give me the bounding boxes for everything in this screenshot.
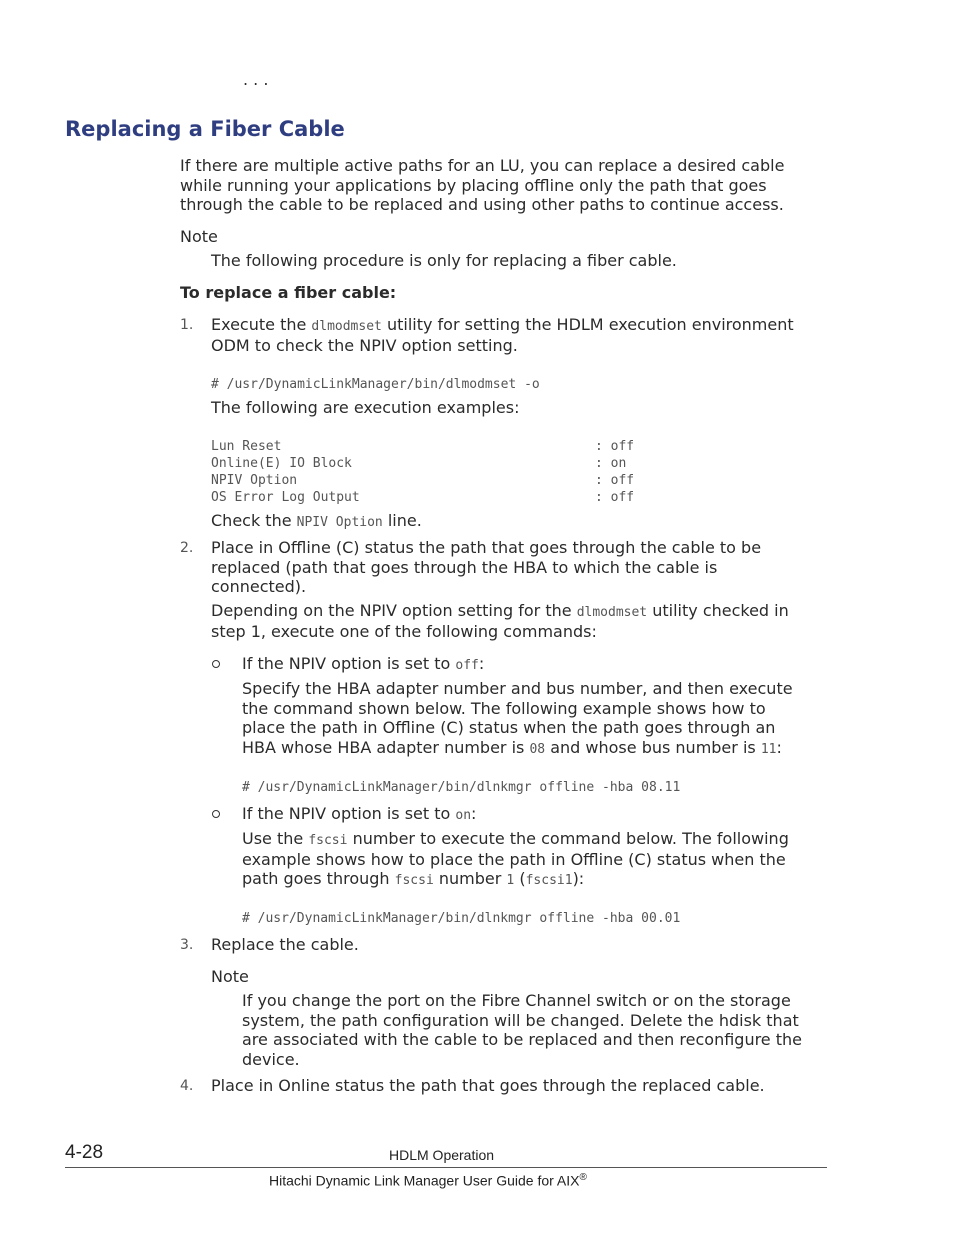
footer-guide-title: Hitachi Dynamic Link Manager User Guide for AIX® <box>269 1172 587 1189</box>
step-number: 4. <box>180 1078 194 1094</box>
output-row: Lun Reset : off <box>211 439 635 454</box>
inline-code: 11 <box>760 742 777 757</box>
step-4-text: Place in Online status the path that goes through the replaced cable. <box>211 1076 765 1095</box>
footer-section: HDLM Operation <box>389 1147 495 1163</box>
command-block: # /usr/DynamicLinkManager/bin/dlnkmgr offline -hba 00.01 <box>242 911 681 926</box>
note-label: Note <box>180 227 218 246</box>
bullet-text-line: the command shown below. The following example shows how to <box>242 699 766 718</box>
inline-code: 1 <box>506 873 515 888</box>
note-text: If you change the port on the Fibre Channel switch or on the storage system, the path configuration will be changed. Delete the hdisk that are associated with the cable to be replaced and then reconfigure the device. <box>242 991 802 1069</box>
inline-code: dlmodmset <box>576 605 648 620</box>
bullet-text-line: Use the fscsi number to execute the command below. The following <box>242 829 789 848</box>
procedure-title: To replace a fiber cable: <box>180 283 397 302</box>
page-number: 4-28 <box>65 1142 104 1163</box>
ellipsis: . . . <box>243 70 269 89</box>
inline-code: fscsi1 <box>525 873 573 888</box>
examples-label: The following are execution examples: <box>211 398 520 417</box>
bullet-text-line: Specify the HBA adapter number and bus number, and then execute <box>242 679 793 698</box>
inline-code: 08 <box>529 742 546 757</box>
inline-code: dlmodmset <box>311 319 382 334</box>
step-2-line: step 1, execute one of the following commands: <box>211 622 597 641</box>
inline-code: fscsi <box>394 873 434 888</box>
step-number: 3. <box>180 937 194 953</box>
step-3-text: Replace the cable. <box>211 935 359 954</box>
bullet-icon <box>212 660 220 668</box>
inline-code: off <box>455 658 479 673</box>
step-1-line-2: ODM to check the NPIV option setting. <box>211 336 518 355</box>
bullet-icon <box>212 810 220 818</box>
command-block: # /usr/DynamicLinkManager/bin/dlnkmgr offline -hba 08.11 <box>242 780 681 795</box>
step-2-paragraph: Place in Offline (C) status the path that goes through the cable to be replaced (path that goes through the HBA to which the cable is connected). <box>211 538 762 597</box>
step-number: 1. <box>180 317 194 333</box>
bullet-text-line: path goes through fscsi number 1 (fscsi1): <box>242 869 585 888</box>
footer-rule <box>65 1167 827 1168</box>
output-row: NPIV Option : off <box>211 473 635 488</box>
output-row: OS Error Log Output : off <box>211 490 635 505</box>
bullet-text-line: example shows how to place the path in Offline (C) status when the <box>242 850 786 869</box>
note-label: Note <box>211 967 249 986</box>
note-text: The following procedure is only for replacing a fiber cable. <box>211 251 677 270</box>
check-line: Check the NPIV Option line. <box>211 511 422 530</box>
inline-code: fscsi <box>308 833 348 848</box>
output-row: Online(E) IO Block : on <box>211 456 627 471</box>
output-block <box>211 438 634 506</box>
inline-code: on <box>455 808 472 823</box>
step-2-line: Depending on the NPIV option setting for the dlmodmset utility checked in <box>211 601 789 620</box>
bullet-text-line: place the path in Offline (C) status when the path goes through an <box>242 718 776 737</box>
intro-paragraph: If there are multiple active paths for an LU, you can replace a desired cable while running your applications by placing offline only the path that goes through the cable to be replaced and using other paths to continue access. <box>180 156 785 215</box>
bullet-heading: If the NPIV option is set to on: <box>242 804 477 823</box>
bullet-text-line: HBA whose HBA adapter number is 08 and whose bus number is 11: <box>242 738 782 757</box>
section-heading: Replacing a Fiber Cable <box>65 117 345 141</box>
inline-code: NPIV Option <box>296 515 383 530</box>
command-block: # /usr/DynamicLinkManager/bin/dlmodmset -o <box>211 377 540 392</box>
step-1-line-1: Execute the dlmodmset utility for setting the HDLM execution environment <box>211 315 794 334</box>
step-number: 2. <box>180 540 194 556</box>
bullet-heading: If the NPIV option is set to off: <box>242 654 485 673</box>
